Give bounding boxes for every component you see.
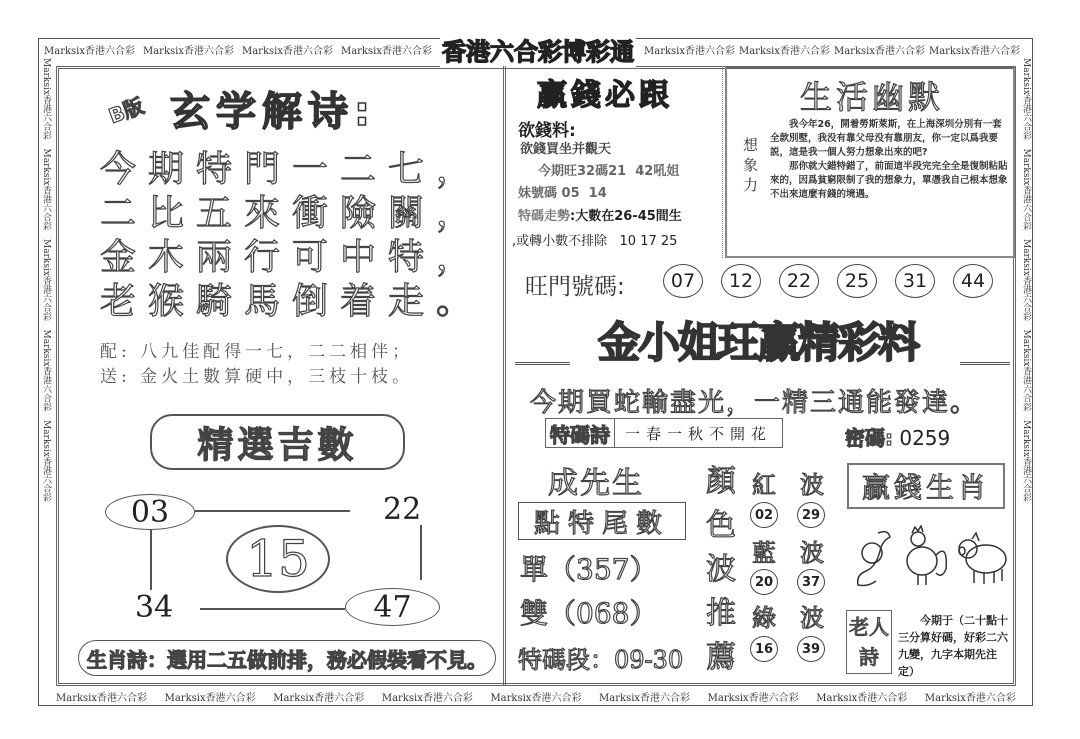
left-title: 玄学解诗: [170,89,376,135]
song-text: 金火土數算硬中，三枝十枝。 [140,367,414,387]
special-poem-label: 特碼詩 [546,419,615,448]
snake-icon [858,532,890,586]
lucky-number-3: 34 [135,590,174,625]
lucky-title-box [150,414,405,470]
special-segment: 特碼段：09-30 [518,646,684,674]
hot-number: 44 [953,264,993,298]
hot-number: 31 [895,264,935,298]
poem-line: 老猴騎馬倒着走。 [100,281,485,322]
zodiac-title-box: 贏錢生肖 [847,463,1005,509]
pei-label: 配: [100,342,131,362]
zodiac-poem: 生肖詩：選用二五做前排，務必假裝看不見。 [87,647,487,672]
zodiac-poem-box [78,640,496,676]
win-title: 贏錢必跟 [537,78,673,113]
elder-poem-label-box: 老人詩 [846,610,892,674]
zodiac-animals [850,525,1010,590]
win-line-5: ,或轉小數不排除 10 17 25 [512,234,678,249]
panel-divider [503,66,506,686]
red-number: 02 [750,502,778,528]
green-number: 16 [750,636,778,662]
watermark-bottom: Marksix香港六合彩 Marksix香港六合彩 Marksix香港六合彩 Marksix香港六合彩 Marksix香港六合彩 Marksix香港六合彩 Marksix香港六合彩 Marksix香港六合彩 Marksix香港六合彩 [56,693,1016,704]
wave-label: 波 [800,471,824,499]
hot-label: 旺門號碼: [525,274,625,300]
odd-numbers: 單（357） [520,553,658,586]
connector-line [195,510,350,512]
blue-label: 藍 [752,539,776,567]
blue-number: 20 [750,569,778,595]
watermark-top-left: Marksix香港六合彩 Marksix香港六合彩 Marksix香港六合彩 Marksix香港六合彩 [44,46,432,57]
hot-number: 25 [837,264,877,298]
connector-line [150,530,152,590]
divider [515,362,570,365]
color-wave-side: 顏 色 波 推 薦 [706,464,736,675]
miss-title: 金小姐玨贏精彩料 [598,318,919,367]
win-line-4: 特碼走勢:大數在26-45間生 [518,209,682,224]
lucky-title: 精選吉數 [197,424,358,466]
humor-paragraph: 那你就大錯特錯了，前面這半段完完全全是復制粘貼來的，因爲貧窮限制了我的想象力，單憑我自己根本想象不出來這麼有錢的境遇。 [770,161,1008,200]
lucky-center-number: 15 [226,525,330,593]
lucky-number-1: 03 [105,494,195,530]
humor-title: 生活幽默 [800,78,945,116]
poem-line: 二比五來衝險關， [100,193,485,234]
red-number: 29 [797,502,825,528]
code: 密碼: 0259 [845,426,951,450]
humor-paragraph: 我今年26，開着勞斯萊斯，在上海深圳分別有一套全款別墅，我没有靠父母没有靠朋友，你一定以爲我要説，這是我一個人努力想象出來的吧? [770,119,1002,158]
special-poem-box [545,418,783,448]
pig-icon [959,533,1006,584]
hot-number: 22 [779,264,819,298]
edition-label: B版 [105,93,147,129]
humor-text [770,118,1010,202]
win-sub: 欲錢料: [518,121,576,141]
humor-side-label: 想象力 [743,136,759,194]
poem-line: 今期特門一二七， [100,149,485,190]
elder-poem-text: 今期于（二十點十三分算好碼，好彩二六九變，九字本期先注定） [898,614,1008,678]
connector-line [420,525,422,580]
special-poem: 一春一秋不開花 [625,424,773,443]
mr-title: 成先生 [548,466,644,501]
watermark-top-right: Marksix香港六合彩 Marksix香港六合彩 Marksix香港六合彩 Marksix香港六合彩 [644,46,1020,57]
lucky-number-4: 47 [345,588,440,626]
lucky-number-2: 22 [383,492,422,527]
rooster-icon [907,526,946,585]
tail-number-box: 點特尾數 [518,502,686,540]
song-label: 送: [100,367,131,387]
green-number: 39 [797,636,825,662]
pei-song-block [100,340,413,390]
win-line-1: 欲錢買坐并觀天 [520,142,612,157]
connector-line [200,608,345,610]
red-label: 紅 [752,471,776,499]
blue-number: 37 [797,569,825,595]
pei-text: 八九佳配得一七，二二相伴； [140,342,414,362]
hot-number: 07 [663,264,703,298]
hot-number: 12 [721,264,761,298]
wave-label: 波 [800,539,824,567]
watermark-left: Marksix香港六合彩 Marksix香港六合彩 Marksix香港六合彩 Marksix香港六合彩 Marksix香港六合彩 [41,58,51,502]
miss-line: 今期買蛇輸盡光，一精三通能發達。 [530,388,979,418]
green-label: 綠 [752,604,776,632]
wave-label: 波 [800,604,824,632]
divider [960,362,1010,365]
even-numbers: 雙（068） [520,597,658,630]
masthead-title: 香港六合彩博彩通 [440,32,636,67]
poem [100,148,484,324]
win-line-3: 妹號碼 05 14 [518,186,607,201]
win-line-2: 今期旺32碼21 42吼姐 [538,164,680,179]
watermark-right: Marksix香港六合彩 Marksix香港六合彩 Marksix香港六合彩 Marksix香港六合彩 Marksix香港六合彩 [1021,58,1031,502]
poem-line: 金木兩行可中特， [100,237,485,278]
